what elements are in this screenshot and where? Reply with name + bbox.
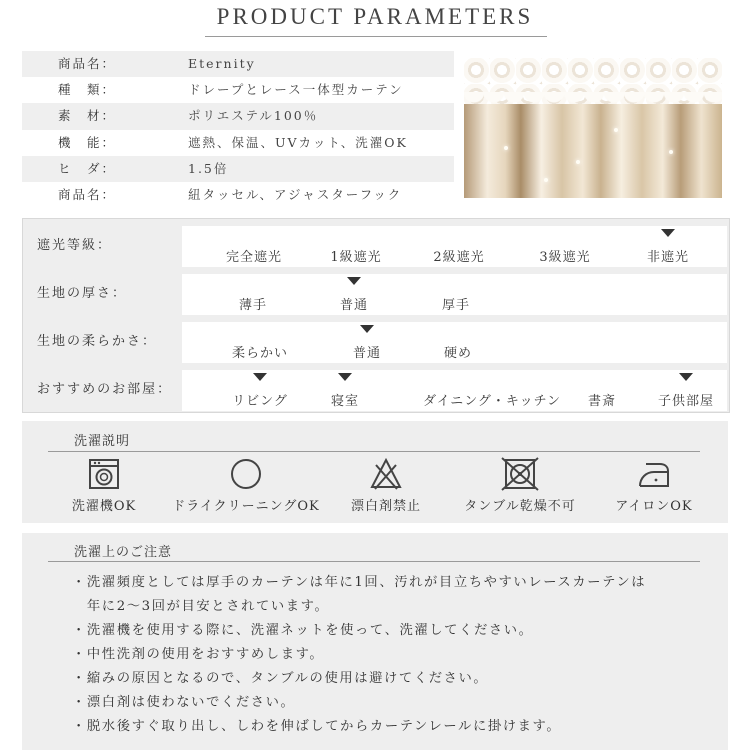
level-option: 普通	[339, 298, 369, 313]
level-option: 3級遮光	[539, 250, 591, 265]
note-line: ・中性洗剤の使用をおすすめします。	[72, 647, 325, 662]
level-options	[182, 226, 727, 267]
washing-machine-icon	[87, 457, 121, 491]
wash-item-label: 洗濯機OK	[71, 499, 137, 514]
wash-item-label: 漂白剤禁止	[350, 499, 421, 514]
level-label: おすすめのお部屋：	[37, 382, 173, 397]
note-line: ・脱水後すぐ取り出し、しわを伸ばしてからカーテンレールに掛けます。	[72, 719, 562, 734]
level-chart	[22, 218, 730, 413]
no-bleach-icon	[369, 457, 403, 491]
level-row-rooms	[23, 363, 729, 411]
wash-item-dry-clean	[166, 457, 326, 514]
note-line: ・漂白剤は使わないでください。	[72, 695, 296, 710]
param-label: 商品名：	[58, 186, 117, 202]
level-option: 非遮光	[646, 250, 690, 265]
dry-cleaning-icon	[229, 457, 263, 491]
washing-notes	[22, 533, 728, 750]
notes-title: 洗濯上のご注意	[74, 545, 173, 560]
level-label: 生地の厚さ：	[37, 286, 128, 301]
notes-divider	[48, 561, 700, 562]
param-value: 紐タッセル、アジャスターフック	[188, 186, 403, 202]
iron-icon	[634, 457, 674, 491]
level-row-thickness	[23, 267, 729, 315]
product-photo	[464, 58, 722, 198]
lace-scallop	[464, 92, 722, 112]
note-line: 年に2～3回が目安とされています。	[72, 599, 330, 614]
wash-item-label: ドライクリーニングOK	[172, 499, 320, 514]
level-options	[182, 322, 727, 363]
sparkle	[669, 150, 673, 154]
level-option: 2級遮光	[433, 250, 485, 265]
title-underline	[205, 36, 547, 37]
wash-item-machine	[24, 457, 184, 514]
param-value: Eternity	[188, 56, 256, 71]
level-row-softness	[23, 315, 729, 363]
page-title: PRODUCT PARAMETERS	[216, 4, 534, 29]
level-row-blackout	[23, 219, 729, 267]
wash-item-iron	[574, 457, 734, 514]
param-row-accessories	[22, 182, 454, 208]
washing-divider	[48, 451, 700, 452]
selected-marker	[347, 277, 361, 285]
param-label: 種 類：	[58, 82, 117, 98]
param-value: ドレープとレース一体型カーテン	[188, 82, 404, 98]
level-label: 遮光等級：	[37, 238, 113, 253]
level-option: 硬め	[443, 346, 473, 361]
selected-marker	[338, 373, 352, 381]
level-option: リビング	[232, 394, 288, 409]
selected-marker	[253, 373, 267, 381]
param-row-function	[22, 130, 454, 156]
level-options	[182, 370, 727, 411]
level-options	[182, 274, 727, 315]
level-label: 生地の柔らかさ：	[37, 334, 158, 349]
washing-title: 洗濯説明	[74, 434, 131, 449]
washing-instructions	[22, 421, 728, 523]
note-line: ・縮みの原因となるので、タンブルの使用は避けてください。	[72, 671, 489, 686]
sparkle	[576, 160, 580, 164]
parameters-table	[22, 51, 454, 208]
level-option: 完全遮光	[225, 250, 283, 265]
selected-marker	[661, 229, 675, 237]
level-option: 書斎	[587, 394, 617, 409]
level-option: 柔らかい	[231, 346, 289, 361]
level-option: 薄手	[238, 298, 268, 313]
note-line: ・洗濯頻度としては厚手のカーテンは年に1回、汚れが目立ちやすいレースカーテンは	[72, 575, 647, 590]
level-option: 厚手	[441, 298, 471, 313]
param-label: 素 材：	[58, 108, 117, 124]
selected-marker	[360, 325, 374, 333]
selected-marker	[679, 373, 693, 381]
level-option: 普通	[352, 346, 382, 361]
sparkle	[614, 128, 618, 132]
param-value: ポリエステル100％	[188, 108, 319, 124]
param-row-pleat	[22, 156, 454, 182]
param-value: 1.5倍	[188, 160, 229, 176]
param-label: 商品名：	[58, 56, 117, 71]
level-option: 寝室	[330, 394, 360, 409]
sparkle	[544, 178, 548, 182]
level-option: 子供部屋	[657, 394, 715, 409]
param-label: ヒ ダ：	[58, 160, 117, 176]
param-label: 機 能：	[58, 134, 117, 150]
wash-item-label: アイロンOK	[615, 499, 693, 514]
param-row-name	[22, 51, 454, 77]
param-value: 遮熱、保温、UVカット、洗濯OK	[188, 134, 408, 150]
no-tumble-dry-icon	[500, 457, 540, 491]
level-option: ダイニング・キッチン	[422, 394, 562, 409]
note-line: ・洗濯機を使用する際に、洗濯ネットを使って、洗濯してください。	[72, 623, 534, 638]
param-row-material	[22, 103, 454, 129]
wash-item-label: タンブル乾燥不可	[464, 499, 576, 514]
sparkle	[504, 146, 508, 150]
param-row-type	[22, 77, 454, 103]
level-option: 1級遮光	[330, 250, 382, 265]
